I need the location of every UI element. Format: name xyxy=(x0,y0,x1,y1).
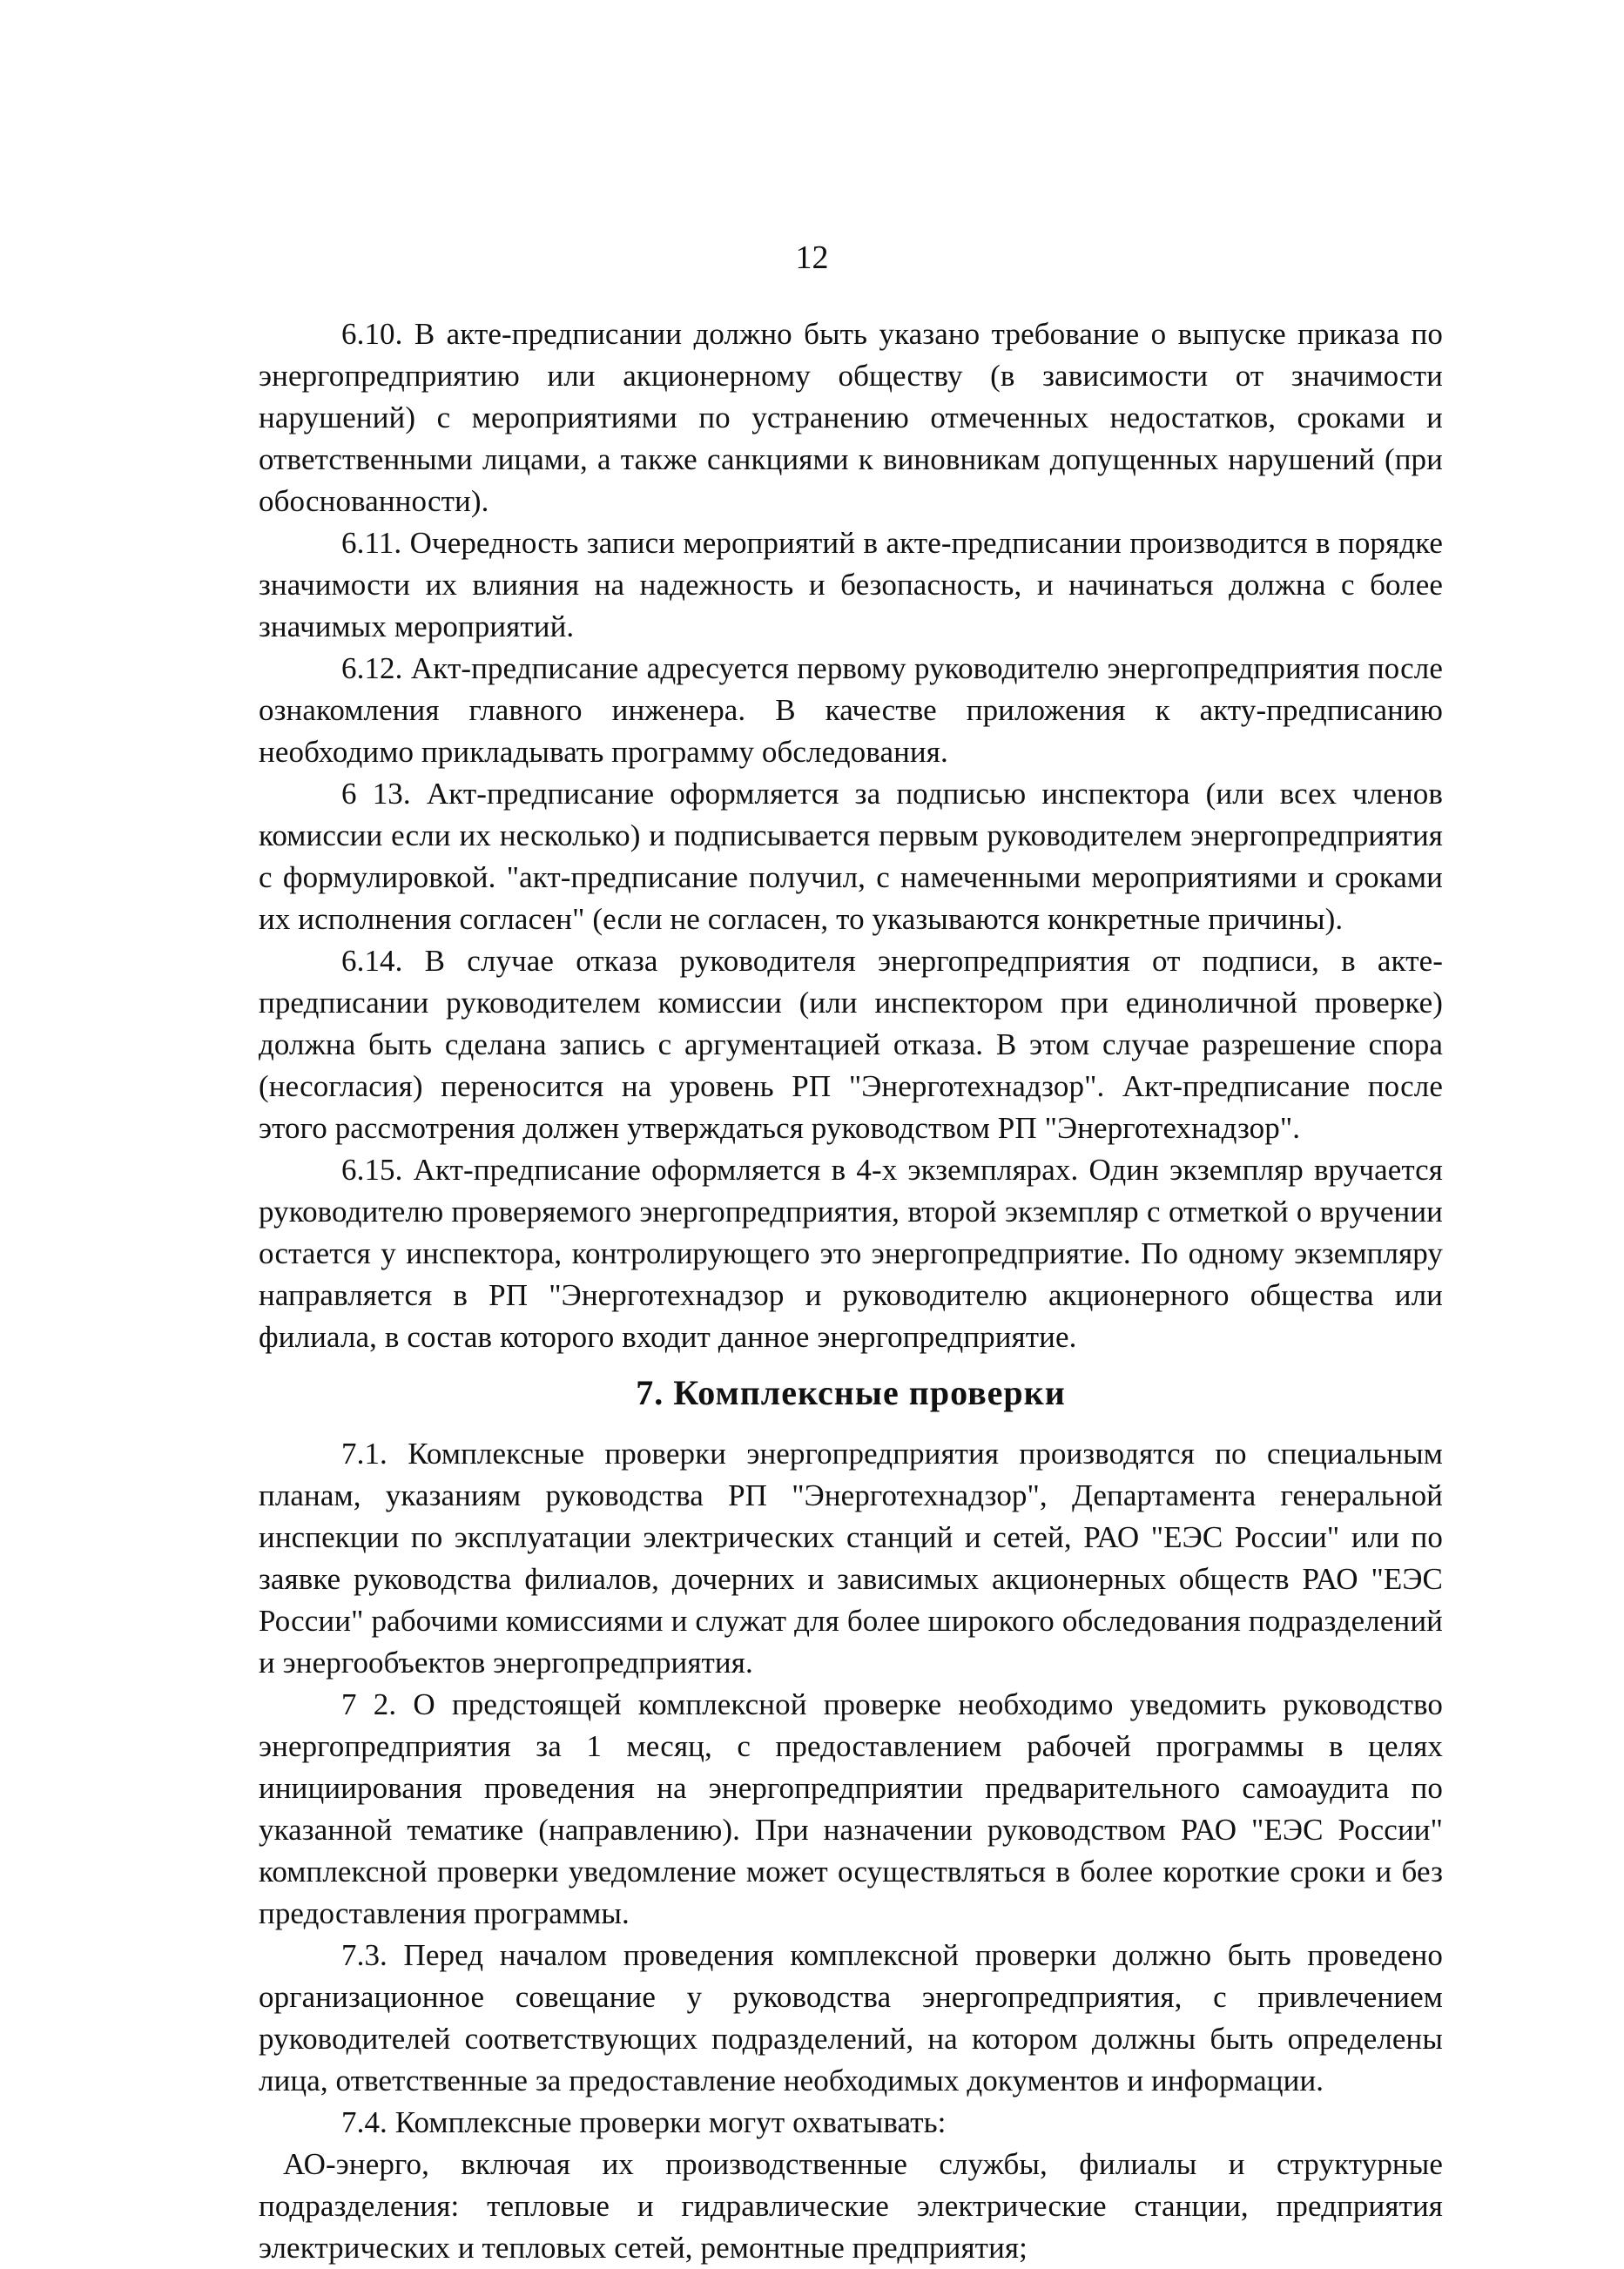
paragraph-7-2: 7 2. О предстоящей комплексной проверке необходимо уведомить руководство энергопредприятия за 1 месяц, с предоставлением рабочей программы в целях инициирования проведения на энергопредприятии предварительного самоаудита по указанной тематике (направлению). При назначении руководством РАО "ЕЭС России" комплексной проверки уведомление может осуществляться в более короткие сроки и без предоставления программы. xyxy=(259,1687,1443,1930)
page-body xyxy=(259,313,1443,2269)
paragraph-7-3: 7.3. Перед началом проведения комплексной проверки должно быть проведено организационное совещание у руководства энергопредприятия, с привлечением руководителей соответствующих подразделений, на котором должны быть определены лица, ответственные за предоставление необходимых документов и информации. xyxy=(259,1938,1443,2097)
paragraph-6-14: 6.14. В случае отказа руководителя энергопредприятия от подписи, в акте-предписании руководителем комиссии (или инспектором при единоличной проверке) должна быть сделана запись с аргументацией отказа. В этом случае разрешение спора (несогласия) переносится на уровень РП "Энерготехнадзор". Акт-предписание после этого рассмотрения должен утверждаться руководством РП "Энерготехнадзор". xyxy=(259,944,1443,1145)
paragraph-6-15: 6.15. Акт-предписание оформляется в 4-х экземплярах. Один экземпляр вручается руководителю проверяемого энергопредприятия, второй экземпляр с отметкой о вручении остается у инспектора, контролирующего это энергопредприятие. По одному экземпляру направляется в РП "Энерготехнадзор и руководителю акционерного общества или филиала, в состав которого входит данное энергопредприятие. xyxy=(259,1153,1443,1354)
paragraph-7-1: 7.1. Комплексные проверки энергопредприятия производятся по специальным планам, указаниям руководства РП "Энерготехнадзор", Департамента генеральной инспекции по эксплуатации электрических станций и сетей, РАО "ЕЭС России" или по заявке руководства филиалов, дочерних и зависимых акционерных обществ РАО "ЕЭС России" рабочими комиссиями и служат для более широкого обследования подразделений и энергообъектов энергопредприятия. xyxy=(259,1437,1443,1680)
paragraph-6-11: 6.11. Очередность записи мероприятий в акте-предписании производится в порядке значимости их влияния на надежность и безопасность, и начинаться должна с более значимых мероприятий. xyxy=(259,526,1443,643)
paragraph-6-10: 6.10. В акте-предписании должно быть указано требование о выпуске приказа по энергопредприятию или акционерному обществу (в зависимости от значимости нарушений) с мероприятиями по устранению отмеченных недостатков, сроками и ответственными лицами, а также санкциями к виновникам допущенных нарушений (при обоснованности). xyxy=(259,317,1443,518)
paragraph-7-4: 7.4. Комплексные проверки могут охватывать: xyxy=(341,2105,947,2139)
section-heading: 7. Комплексные проверки xyxy=(636,1373,1066,1412)
paragraph-6-12: 6.12. Акт-предписание адресуется первому руководителю энергопредприятия после ознакомления главного инженера. В качестве приложения к акту-предписанию необходимо прикладывать программу обследования. xyxy=(259,651,1443,769)
paragraph-6-13: 6 13. Акт-предписание оформляется за подписью инспектора (или всех членов комиссии если их несколько) и подписывается первым руководителем энергопредприятия с формулировкой. "акт-предписание получил, с намеченными мероприятиями и сроками их исполнения согласен" (если не согласен, то указываются конкретные причины). xyxy=(259,777,1443,936)
list-item: АО-энерго, включая их производственные службы, филиалы и структурные подразделения: тепловые и гидравлические электрические станции, предприятия электрических и тепловых сетей, ремонтные предприятия; xyxy=(259,2147,1443,2265)
page-number: 12 xyxy=(795,239,829,276)
